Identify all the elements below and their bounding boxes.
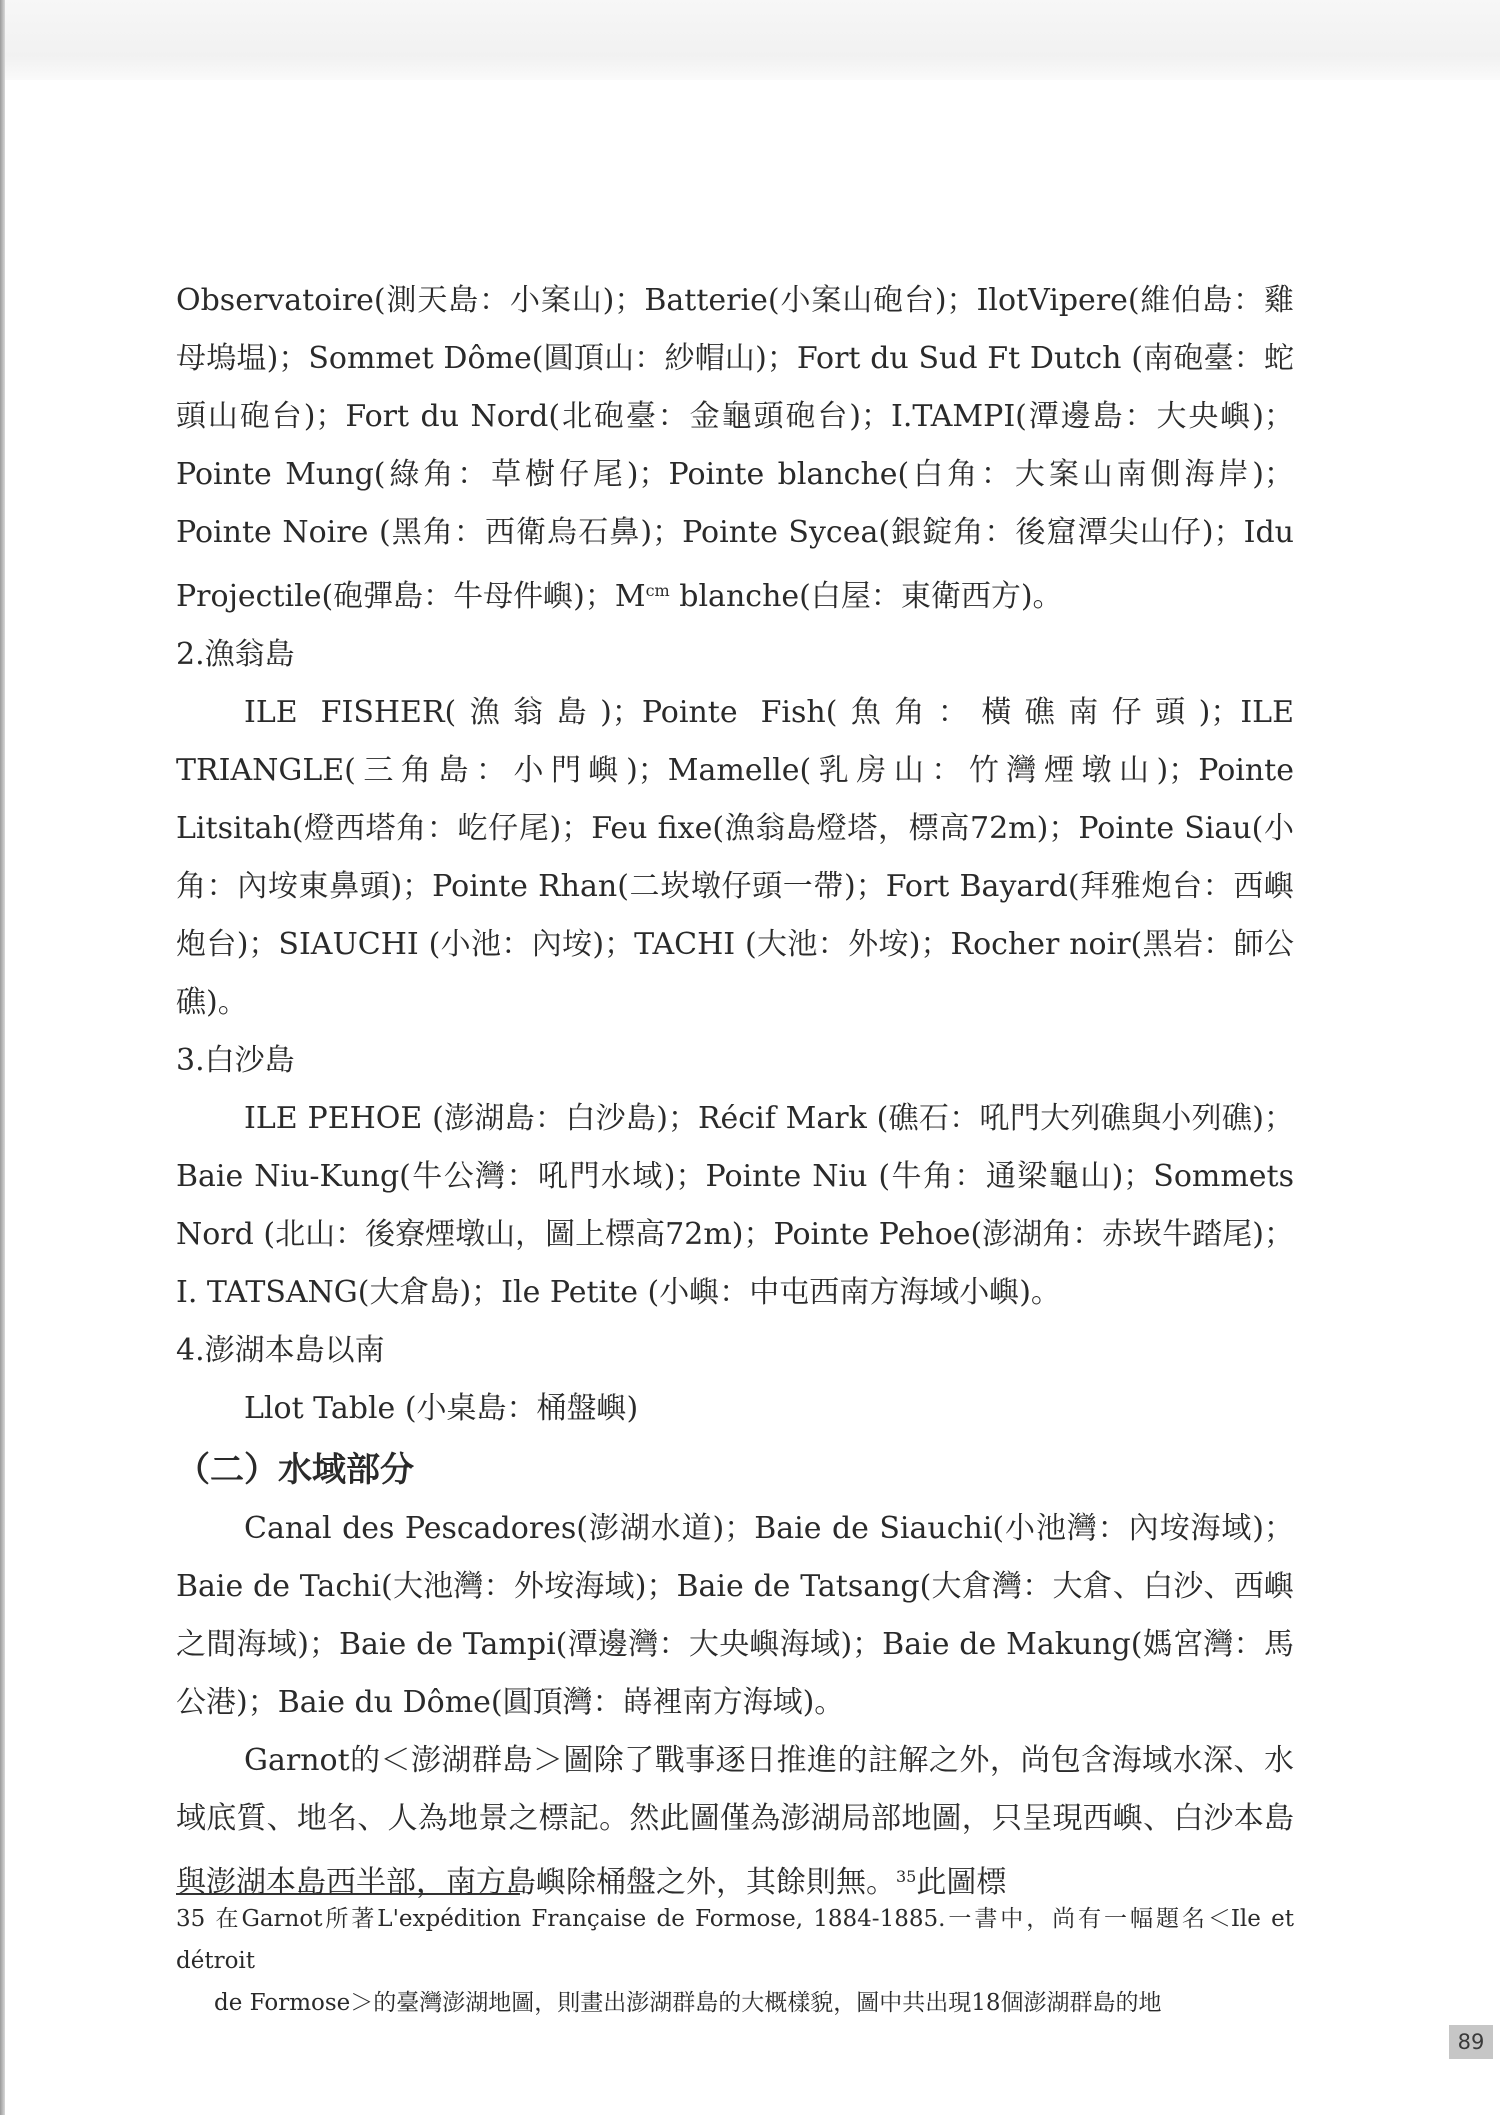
subheading-baisha-island: 3.白沙島 <box>176 1043 295 1078</box>
footnote-reference[interactable]: 35 <box>896 1867 917 1886</box>
subheading-yuweng-island: 2.漁翁島 <box>176 637 295 672</box>
paragraph-text: 此圖標 <box>916 1865 1007 1900</box>
subheading-south-of-main-island: 4.澎湖本島以南 <box>176 1333 385 1368</box>
footnote-line-1: 35 在Garnot所著L'expédition Française de Formose, 1884-1885.一書中，尚有一幅題名＜Ile et détroit <box>176 1906 1294 1974</box>
paragraph-baisha-island: ILE PEHOE (澎湖島：白沙島)；Récif Mark (礁石：吼門大列礁與小列礁)；Baie Niu-Kung(牛公灣：吼門水域)；Pointe Niu (牛角：通梁龜山)；Sommets Nord (北山：後寮煙墩山，圖上標高72m)；Pointe Pehoe(澎湖角：赤崁牛踏尾)；I. TATSANG(大倉島)；Ile Petite (小嶼：中屯西南方海域小嶼)。 <box>176 1101 1294 1310</box>
paragraph-text: Garnot的＜澎湖群島＞圖除了戰事逐日推進的註解之外，尚包含海域水深、水域底質、地名、人為地景之標記。然此圖僅為澎湖局部地圖，只呈現西嶼、白沙本島與澎湖本島西半部，南方島嶼除桶盤之外，其餘則無。 <box>176 1743 1294 1900</box>
superscript: cm <box>645 581 670 600</box>
paragraph-south-of-main-island: Llot Table (小桌島：桶盤嶼) <box>244 1391 639 1426</box>
paragraph-waters: Canal des Pescadores(澎湖水道)；Baie de Siauchi(小池灣：內垵海域)；Baie de Tachi(大池灣：外垵海域)；Baie de Tatsang(大倉灣：大倉、白沙、西嶼之間海域)；Baie de Tampi(潭邊灣：大央嶼海域)；Baie de Makung(媽宮灣：馬公港)；Baie du Dôme(圓頂灣：嵵裡南方海域)。 <box>176 1511 1294 1720</box>
footnote-35 <box>176 1898 1294 2024</box>
page-binding-edge <box>0 0 5 2115</box>
main-text <box>176 272 1294 1912</box>
paragraph-text: blanche(白屋：東衛西方)。 <box>669 579 1063 614</box>
page-number: 89 <box>1449 2025 1493 2059</box>
section-title-waters: （二）水域部分 <box>176 1450 414 1490</box>
footnote-line-2: de Formose＞的臺灣澎湖地圖，則畫出澎湖群島的大概樣貌，圖中共出現18個澎湖群島的地 <box>214 1990 1162 2016</box>
page-top-band <box>0 0 1500 80</box>
paragraph-place-names-1 <box>176 272 1294 626</box>
footnote-divider <box>176 1893 520 1895</box>
paragraph-yuweng-island: ILE FISHER(漁翁島)；Pointe Fish(魚角：橫礁南仔頭)；ILE TRIANGLE(三角島：小門嶼)；Mamelle(乳房山：竹灣煙墩山)；Pointe Litsitah(燈西塔角：屹仔尾)；Feu fixe(漁翁島燈塔，標高72m)；Pointe Siau(小角：內垵東鼻頭)；Pointe Rhan(二崁墩仔頭一帶)；Fort Bayard(拜雅炮台：西嶼炮台)；SIAUCHI (小池：內垵)；TACHI (大池：外垵)；Rocher noir(黑岩：師公礁)。 <box>176 695 1294 1020</box>
paragraph-garnot-map <box>176 1732 1294 1912</box>
paragraph-text: Observatoire(測天島：小案山)；Batterie(小案山砲台)；IlotVipere(維伯島：雞母塢塭)；Sommet Dôme(圓頂山：紗帽山)；Fort du Sud Ft Dutch (南砲臺：蛇頭山砲台)；Fort du Nord(北砲臺：金龜頭砲台)；I.TAMPI(潭邊島：大央嶼)；Pointe Mung(綠角：草樹仔尾)；Pointe blanche(白角：大案山南側海岸)；Pointe Noire (黑角：西衛烏石鼻)；Pointe Sycea(銀錠角：後窟潭尖山仔)；Idu Projectile(砲彈島：牛母件嶼)；M <box>176 283 1294 614</box>
